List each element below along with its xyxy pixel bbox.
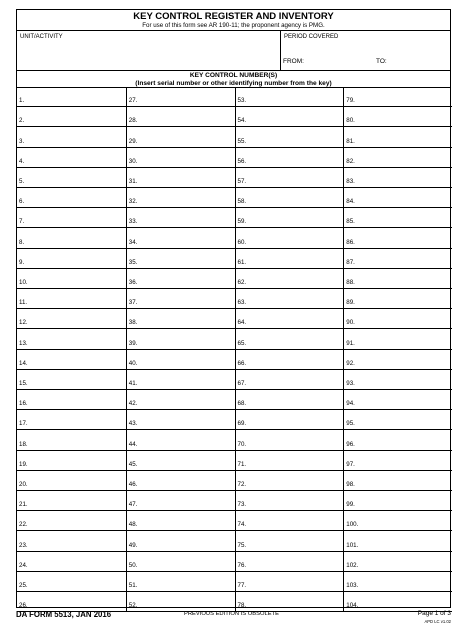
key-number-cell[interactable] — [343, 289, 452, 309]
key-number-label: 40. — [128, 359, 138, 367]
key-number-cell[interactable] — [235, 87, 344, 107]
table-row — [17, 511, 450, 531]
key-number-label: 67. — [237, 379, 247, 387]
key-number-label: 89. — [346, 299, 355, 307]
key-number-cell[interactable] — [126, 249, 235, 269]
table-row — [17, 269, 450, 289]
page-number: Page 1 of 3 — [417, 610, 451, 617]
table-row — [17, 451, 450, 471]
key-number-label: 58. — [237, 198, 247, 206]
key-number-cell[interactable] — [17, 168, 126, 188]
period-covered-field — [281, 31, 450, 70]
key-number-label: 51. — [128, 581, 138, 589]
key-number-label: 75. — [237, 541, 247, 549]
key-number-cell[interactable] — [17, 451, 126, 471]
key-number-label: 45. — [128, 460, 138, 468]
key-number-label: 31. — [128, 177, 138, 185]
key-number-label: 57. — [237, 177, 247, 185]
table-row — [17, 309, 450, 329]
key-number-cell[interactable] — [17, 572, 126, 592]
key-number-label: 13. — [19, 339, 28, 347]
key-number-cell[interactable] — [17, 107, 126, 127]
key-number-cell[interactable] — [235, 148, 344, 168]
key-number-cell[interactable] — [343, 249, 452, 269]
key-number-label: 87. — [346, 258, 355, 266]
edition-notice: PREVIOUS EDITION IS OBSOLETE — [184, 611, 280, 617]
key-number-cell[interactable] — [126, 370, 235, 390]
key-number-cell[interactable] — [126, 188, 235, 208]
key-number-label: 81. — [346, 137, 355, 145]
header-section — [17, 30, 450, 70]
key-number-label: 84. — [346, 198, 355, 206]
key-number-label: 54. — [237, 117, 247, 125]
key-number-cell[interactable] — [343, 552, 452, 572]
key-number-cell[interactable] — [343, 329, 452, 349]
key-number-cell[interactable] — [126, 572, 235, 592]
form-subtitle: For use of this form see AR 190-11; the proponent agency is PMG. — [142, 22, 325, 29]
key-number-label: 16. — [19, 400, 28, 408]
to-field[interactable]: TO: — [376, 58, 387, 65]
key-number-label: 35. — [128, 258, 138, 266]
key-number-label: 82. — [346, 157, 355, 165]
key-number-cell[interactable] — [343, 188, 452, 208]
key-number-cell[interactable] — [343, 127, 452, 147]
key-control-number-header — [17, 70, 450, 88]
key-number-cell[interactable] — [17, 87, 126, 107]
key-number-label: 2. — [19, 117, 25, 125]
key-number-cell[interactable] — [235, 451, 344, 471]
key-number-cell[interactable] — [343, 572, 452, 592]
key-number-cell[interactable] — [126, 228, 235, 248]
key-number-cell[interactable] — [126, 107, 235, 127]
key-control-number-subtitle: (Insert serial number or other identifying number from the key) — [135, 79, 332, 87]
key-number-label: 47. — [128, 501, 138, 509]
key-number-label: 32. — [128, 198, 138, 206]
key-number-cell[interactable] — [17, 552, 126, 572]
key-number-cell[interactable] — [235, 430, 344, 450]
key-number-label: 18. — [19, 440, 28, 448]
key-number-cell[interactable] — [126, 208, 235, 228]
key-number-cell[interactable] — [235, 168, 344, 188]
key-number-label: 21. — [19, 501, 28, 509]
table-row — [17, 168, 450, 188]
key-number-cell[interactable] — [17, 390, 126, 410]
key-number-cell[interactable] — [235, 329, 344, 349]
key-number-label: 61. — [237, 258, 247, 266]
key-number-cell[interactable] — [235, 208, 344, 228]
key-number-cell[interactable] — [126, 127, 235, 147]
table-row — [17, 370, 450, 390]
key-number-label: 6. — [19, 198, 25, 206]
key-number-label: 91. — [346, 339, 355, 347]
key-number-cell[interactable] — [343, 269, 452, 289]
key-number-cell[interactable] — [17, 127, 126, 147]
key-number-cell[interactable] — [17, 370, 126, 390]
key-number-label: 103. — [346, 581, 359, 589]
key-number-cell[interactable] — [17, 471, 126, 491]
key-number-cell[interactable] — [235, 511, 344, 531]
key-number-label: 17. — [19, 420, 28, 428]
key-number-cell[interactable] — [17, 350, 126, 370]
form-footer — [16, 610, 451, 628]
key-number-cell[interactable] — [235, 289, 344, 309]
key-number-cell[interactable] — [126, 451, 235, 471]
key-number-label: 95. — [346, 420, 355, 428]
key-number-cell[interactable] — [235, 471, 344, 491]
key-number-label: 41. — [128, 379, 138, 387]
key-number-label: 7. — [19, 218, 25, 226]
key-number-cell[interactable] — [343, 451, 452, 471]
key-number-label: 44. — [128, 440, 138, 448]
key-number-cell[interactable] — [126, 289, 235, 309]
key-number-label: 63. — [237, 299, 247, 307]
from-field[interactable]: FROM: — [283, 58, 304, 65]
key-number-cell[interactable] — [343, 148, 452, 168]
key-number-cell[interactable] — [343, 168, 452, 188]
key-number-cell[interactable] — [235, 107, 344, 127]
key-number-cell[interactable] — [17, 511, 126, 531]
key-number-cell[interactable] — [17, 309, 126, 329]
key-number-label: 20. — [19, 480, 28, 488]
key-number-label: 79. — [346, 97, 355, 105]
table-row — [17, 329, 450, 349]
key-number-label: 93. — [346, 379, 355, 387]
key-number-cell[interactable] — [235, 572, 344, 592]
key-number-label: 74. — [237, 521, 247, 529]
table-row — [17, 87, 450, 107]
key-number-label: 33. — [128, 218, 138, 226]
key-number-cell[interactable] — [126, 390, 235, 410]
key-number-label: 42. — [128, 400, 138, 408]
key-number-label: 94. — [346, 400, 355, 408]
key-number-cell[interactable] — [235, 188, 344, 208]
key-number-label: 14. — [19, 359, 28, 367]
table-row — [17, 289, 450, 309]
key-number-label: 97. — [346, 460, 355, 468]
key-number-label: 72. — [237, 480, 247, 488]
key-number-cell[interactable] — [126, 350, 235, 370]
key-number-label: 90. — [346, 319, 355, 327]
key-number-cell[interactable] — [17, 228, 126, 248]
key-number-cell[interactable] — [235, 350, 344, 370]
table-row — [17, 148, 450, 168]
key-number-cell[interactable] — [343, 491, 452, 511]
key-number-label: 62. — [237, 278, 247, 286]
key-number-label: 68. — [237, 400, 247, 408]
key-number-label: 69. — [237, 420, 247, 428]
form-id: DA FORM 5513, JAN 2016 — [16, 610, 112, 619]
table-row — [17, 228, 450, 248]
key-number-cell[interactable] — [126, 148, 235, 168]
key-number-cell[interactable] — [235, 531, 344, 551]
key-number-label: 56. — [237, 157, 247, 165]
table-row — [17, 572, 450, 592]
key-number-cell[interactable] — [17, 269, 126, 289]
key-number-label: 66. — [237, 359, 247, 367]
key-number-label: 60. — [237, 238, 247, 246]
key-number-label: 92. — [346, 359, 355, 367]
key-number-label: 76. — [237, 561, 247, 569]
key-number-cell[interactable] — [126, 430, 235, 450]
key-number-label: 24. — [19, 561, 28, 569]
key-number-cell[interactable] — [343, 370, 452, 390]
key-number-label: 30. — [128, 157, 138, 165]
key-number-label: 43. — [128, 420, 138, 428]
table-row — [17, 188, 450, 208]
key-number-label: 39. — [128, 339, 138, 347]
key-number-label: 23. — [19, 541, 28, 549]
key-number-label: 78. — [237, 602, 247, 610]
key-number-label: 29. — [128, 137, 138, 145]
key-number-label: 34. — [128, 238, 138, 246]
key-number-label: 59. — [237, 218, 247, 226]
key-number-cell[interactable] — [235, 228, 344, 248]
key-number-cell[interactable] — [126, 531, 235, 551]
key-number-label: 5. — [19, 177, 25, 185]
key-number-label: 99. — [346, 501, 355, 509]
key-number-label: 65. — [237, 339, 247, 347]
key-number-label: 83. — [346, 177, 355, 185]
key-control-form — [16, 9, 451, 608]
table-row — [17, 249, 450, 269]
key-number-label: 12. — [19, 319, 28, 327]
key-number-label: 48. — [128, 521, 138, 529]
key-number-label: 10. — [19, 278, 28, 286]
key-number-cell[interactable] — [343, 471, 452, 491]
key-number-label: 3. — [19, 137, 25, 145]
key-number-cell[interactable] — [17, 531, 126, 551]
key-number-cell[interactable] — [126, 410, 235, 430]
key-number-cell[interactable] — [343, 410, 452, 430]
key-number-label: 27. — [128, 97, 138, 105]
key-number-cell[interactable] — [17, 289, 126, 309]
key-number-label: 49. — [128, 541, 138, 549]
key-number-cell[interactable] — [17, 148, 126, 168]
key-number-cell[interactable] — [235, 127, 344, 147]
key-number-cell[interactable] — [126, 329, 235, 349]
form-title: KEY CONTROL REGISTER AND INVENTORY — [133, 11, 334, 22]
key-number-cell[interactable] — [343, 208, 452, 228]
unit-activity-field[interactable] — [17, 31, 281, 70]
key-number-label: 9. — [19, 258, 25, 266]
key-number-label: 11. — [19, 299, 28, 307]
key-number-label: 50. — [128, 561, 138, 569]
key-number-label: 4. — [19, 157, 25, 165]
table-row — [17, 531, 450, 551]
key-number-label: 15. — [19, 379, 28, 387]
key-number-cell[interactable] — [126, 168, 235, 188]
key-number-label: 22. — [19, 521, 28, 529]
key-number-cell[interactable] — [343, 228, 452, 248]
key-number-label: 71. — [237, 460, 247, 468]
key-number-cell[interactable] — [343, 87, 452, 107]
key-number-label: 104. — [346, 602, 359, 610]
key-number-label: 37. — [128, 299, 138, 307]
table-row — [17, 208, 450, 228]
table-row — [17, 390, 450, 410]
table-row — [17, 127, 450, 147]
key-number-cell[interactable] — [235, 249, 344, 269]
key-number-cell[interactable] — [235, 491, 344, 511]
key-number-cell[interactable] — [126, 471, 235, 491]
key-number-label: 28. — [128, 117, 138, 125]
table-row — [17, 350, 450, 370]
key-number-cell[interactable] — [126, 309, 235, 329]
key-number-cell[interactable] — [17, 249, 126, 269]
key-number-cell[interactable] — [126, 269, 235, 289]
key-number-label: 46. — [128, 480, 138, 488]
key-number-label: 86. — [346, 238, 355, 246]
key-number-cell[interactable] — [343, 350, 452, 370]
key-number-cell[interactable] — [343, 511, 452, 531]
key-number-label: 70. — [237, 440, 247, 448]
table-row — [17, 430, 450, 450]
key-number-cell[interactable] — [235, 370, 344, 390]
key-number-label: 64. — [237, 319, 247, 327]
key-number-label: 88. — [346, 278, 355, 286]
key-number-cell[interactable] — [17, 208, 126, 228]
key-number-cell[interactable] — [126, 491, 235, 511]
key-number-label: 53. — [237, 97, 247, 105]
key-number-cell[interactable] — [17, 329, 126, 349]
key-number-cell[interactable] — [126, 511, 235, 531]
key-number-label: 55. — [237, 137, 247, 145]
key-number-cell[interactable] — [17, 410, 126, 430]
key-control-number-title: KEY CONTROL NUMBER(S) — [189, 72, 278, 79]
version-label: APD LC v1.02 — [424, 619, 451, 624]
key-number-label: 73. — [237, 501, 247, 509]
key-number-label: 8. — [19, 238, 25, 246]
key-number-label: 52. — [128, 602, 138, 610]
key-number-cell[interactable] — [235, 390, 344, 410]
unit-activity-label: UNIT/ACTIVITY — [20, 34, 63, 40]
key-number-cell[interactable] — [126, 87, 235, 107]
table-row — [17, 471, 450, 491]
key-number-label: 101. — [346, 541, 359, 549]
key-number-cell[interactable] — [235, 269, 344, 289]
key-number-label: 25. — [19, 581, 28, 589]
period-covered-label: PERIOD COVERED — [284, 34, 339, 40]
key-number-label: 1. — [19, 97, 25, 105]
key-number-label: 96. — [346, 440, 355, 448]
table-row — [17, 107, 450, 127]
key-number-cell[interactable] — [343, 309, 452, 329]
key-number-cell[interactable] — [235, 410, 344, 430]
key-number-cell[interactable] — [17, 430, 126, 450]
key-number-label: 98. — [346, 480, 355, 488]
key-number-cell[interactable] — [17, 491, 126, 511]
key-number-label: 26. — [19, 602, 28, 610]
key-number-cell[interactable] — [126, 552, 235, 572]
key-number-cell[interactable] — [235, 552, 344, 572]
key-number-label: 36. — [128, 278, 138, 286]
key-number-cell[interactable] — [17, 188, 126, 208]
key-number-label: 19. — [19, 460, 28, 468]
key-number-label: 77. — [237, 581, 247, 589]
key-number-cell[interactable] — [343, 107, 452, 127]
key-number-grid — [17, 87, 450, 613]
table-row — [17, 410, 450, 430]
key-number-cell[interactable] — [343, 531, 452, 551]
key-number-cell[interactable] — [343, 390, 452, 410]
key-number-label: 85. — [346, 218, 355, 226]
key-number-cell[interactable] — [235, 309, 344, 329]
table-row — [17, 491, 450, 511]
key-number-label: 38. — [128, 319, 138, 327]
key-number-label: 100. — [346, 521, 359, 529]
table-row — [17, 552, 450, 572]
key-number-cell[interactable] — [343, 430, 452, 450]
key-number-label: 102. — [346, 561, 359, 569]
key-number-label: 80. — [346, 117, 355, 125]
